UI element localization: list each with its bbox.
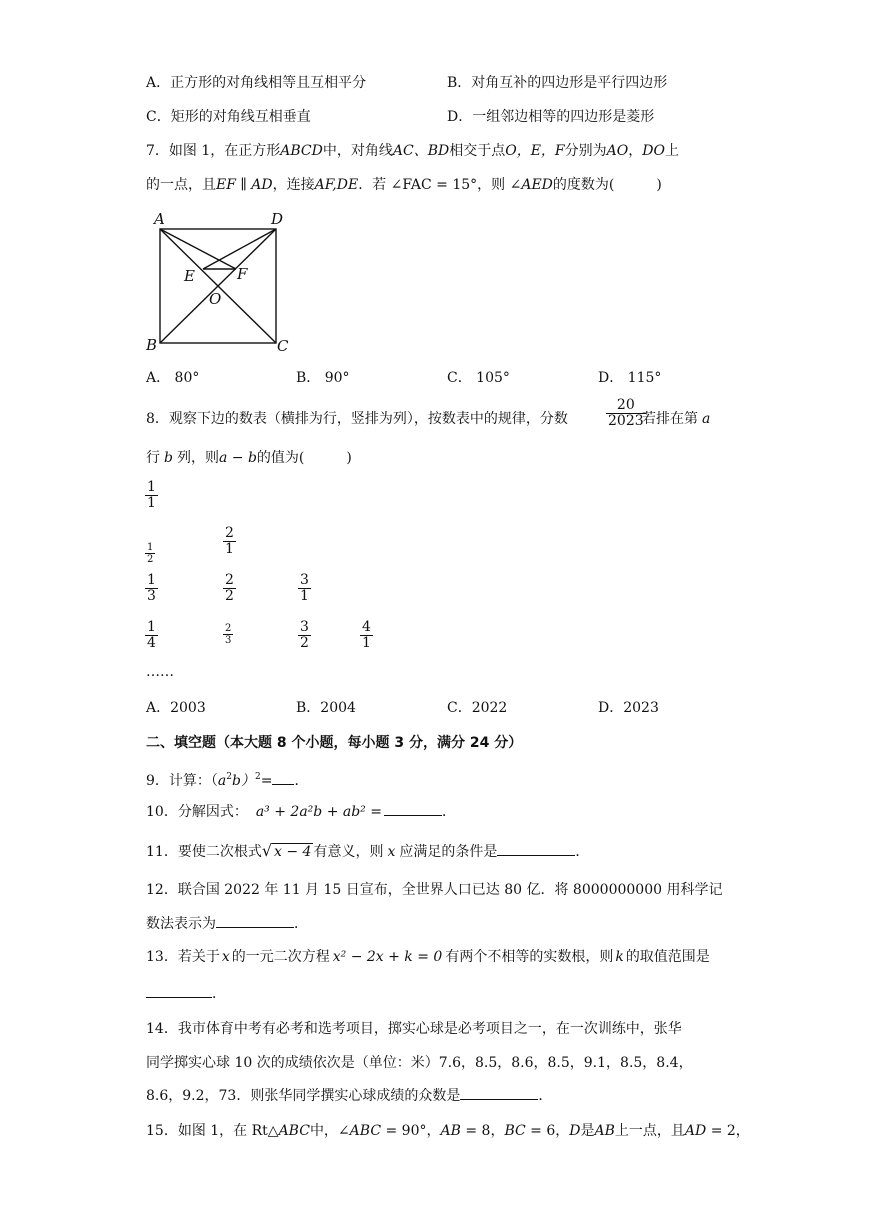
q13-line1: 13．若关于 x 的一元二次方程 x² − 2x + k = 0 有两个不相等的实数根，则 k 的取值范围是 [146, 949, 710, 965]
table-cell-r4c2: $\frac{2}{3}$ [225, 623, 232, 646]
q8-option-d: D．2023 [598, 700, 659, 716]
section-2-heading: 二、填空题（本大题 8 个小题，每小题 3 分，满分 24 分） [146, 735, 523, 751]
table-cell-r4c3: $\frac{3}{2}$ [300, 619, 309, 651]
label-b: B [146, 336, 158, 354]
table-cell-r1c1: $\frac{1}{1}$ [147, 479, 156, 511]
q12-line2: 数法表示为 ． [146, 916, 308, 932]
table-cell-r3c2: $\frac{2}{2}$ [225, 572, 234, 604]
segment-de [203, 229, 276, 269]
q10-answer-blank[interactable] [384, 803, 442, 816]
q7-option-b: B． 90° [296, 370, 350, 386]
q8-line1-text: 8．观察下边的数表（横排为行，竖排为列），按数表中的规律，分数 [146, 411, 568, 427]
q7-line2: 的一点，且EF ∥ AD，连接AF,DE．若 ∠FAC = 15°，则 ∠AED的度数为( ) [146, 177, 662, 193]
q6-option-d: D．一组邻边相等的四边形是菱形 [447, 109, 655, 125]
q8-option-a: A．2003 [146, 700, 206, 716]
q8-option-b: B．2004 [296, 700, 356, 716]
q7-option-c: C． 105° [447, 370, 510, 386]
label-o: O [209, 290, 222, 308]
q7-square-figure [140, 205, 300, 355]
q13-answer-blank[interactable] [146, 985, 212, 998]
q15-line1: 15．如图 1，在 Rt△ABC中，∠ABC = 90°，AB = 8，BC = 6，D是AB上一点，且AD = 2， [146, 1123, 750, 1139]
label-c: C [277, 337, 289, 355]
q11: 11．要使二次根式√ x − 4 有意义，则 x 应满足的条件是 ． [146, 841, 590, 860]
q8-fraction: $\frac{20}{2023}$ [608, 397, 644, 429]
table-cell-r4c4: $\frac{4}{1}$ [362, 619, 371, 651]
q11-answer-blank[interactable] [497, 843, 575, 856]
q14-answer-blank[interactable] [460, 1087, 538, 1100]
table-cell-r4c1: $\frac{1}{4}$ [147, 619, 156, 651]
q6-option-b: B．对角互补的四边形是平行四边形 [447, 75, 668, 91]
q9-answer-blank[interactable] [272, 772, 294, 785]
segment-af [160, 229, 236, 269]
table-cell-r2c1: $\frac{1}{2}$ [147, 542, 154, 565]
q13-line2: ． [146, 985, 226, 1003]
q9: 9．计算：$(a^2b)^2=$ ． [146, 772, 309, 789]
q12-answer-blank[interactable] [216, 915, 294, 928]
q11-radicand: x − 4 [274, 844, 312, 860]
q14-line1: 14．我市体育中考有必考和选考项目，掷实心球是必考项目之一，在一次训练中，张华 [146, 1021, 682, 1037]
q8-line2: 行 b 列，则a − b的值为( ) [146, 450, 352, 466]
label-a: A [154, 210, 165, 228]
table-cell-r3c1: $\frac{1}{3}$ [147, 572, 156, 604]
q12-line1: 12．联合国 2022 年 11 月 15 日宣布，全世界人口已达 80 亿．将 8000000000 用科学记 [146, 882, 723, 898]
q6-option-a: A．正方形的对角线相等且互相平分 [146, 75, 367, 91]
table-cell-r3c3: $\frac{3}{1}$ [300, 572, 309, 604]
q10: 10．分解因式： a³ + 2a²b + ab² = ． [146, 804, 456, 820]
q7-option-a: A． 80° [146, 370, 200, 386]
q7-line1: 7．如图 1，在正方形ABCD中，对角线AC、BD相交于点O，E，F分别为AO，DO上 [146, 143, 679, 159]
table-cell-r2c2: $\frac{2}{1}$ [225, 525, 234, 557]
label-d: D [271, 210, 284, 228]
q8-line1-tail: 若排在第 a [642, 411, 711, 427]
q7-option-d: D． 115° [598, 370, 662, 386]
q8-option-c: C．2022 [447, 700, 508, 716]
q14-line2: 同学掷实心球 10 次的成绩依次是（单位：米）7.6，8.5，8.6，8.5，9.1，8.5，8.4， [146, 1055, 693, 1071]
label-e: E [184, 267, 195, 285]
q6-option-c: C．矩形的对角线互相垂直 [146, 109, 311, 125]
label-f: F [237, 265, 248, 283]
table-ellipsis: …… [146, 664, 174, 680]
q14-line3: 8.6，9.2，73．则张华同学撰实心球成绩的众数是 ． [146, 1088, 553, 1104]
